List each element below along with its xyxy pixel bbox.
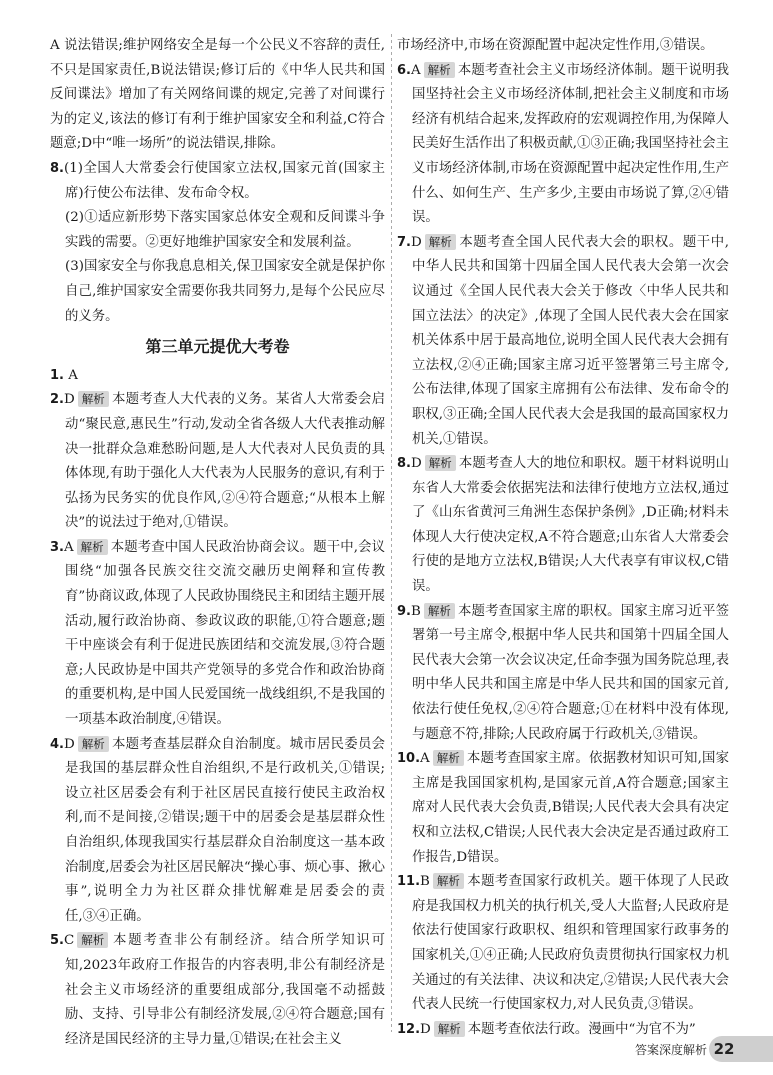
analysis-tag: 解析 [425,234,456,250]
answer-item-12: 12.D 解析 本题考查依法行政。漫画中“为官不为” [397,1021,696,1037]
analysis-tag: 解析 [77,932,108,948]
answer-item-10: 10.A 解析 本题考查国家主席。依据教材知识可知,国家主席是我国国家机构,是国家元首,A符合题意;国家主席对人民代表大会负责,B错误;人民代表大会具有决定权和立法权,C错误;人民代表大会决定是否通过政府工作报告,D错误。 [397,751,729,865]
answer-item-4: 4.D 解析 本题考查基层群众自治制度。城市居民委员会是我国的基层群众性自治组织,不是行政机关,①错误;设立社区居委会有利于社区居民直接行使民主政治权利,而不是间接,②错误;题干中的居委会是基层群众性自治组织,体现我国实行基层群众自治制度这一基本政治制度,居委会为社区居民解决“操心事、烦心事、揪心事”,说明全力为社区群众排忧解难是居委会的责任,③④正确。 [50,736,385,924]
answer-item-8-exam: 8.D 解析 本题考查人大的地位和职权。题干材料说明山东省人大常委会依据宪法和法律行使地方立法权,通过了《山东省黄河三角洲生态保护条例》,D正确;材料未体现人大行使决定权,A不符合题意;山东省人大常委会行使的是地方立法权,B错误;人大代表享有审议权,C错误。 [397,456,729,595]
column-divider [391,34,392,1032]
answer-continuation: 市场经济中,市场在资源配置中起决定性作用,③错误。 [397,38,714,53]
analysis-tag: 解析 [78,391,109,407]
answer-item-8: 8.(1)全国人大常委会行使国家立法权,国家元首(国家主席)行使公布法律、发布命令权。 [50,160,385,201]
answer-item-11: 11.B 解析 本题考查国家行政机关。题干体现了人民政府是我国权力机关的执行机关,受人大监督;人民政府是依法行使国家行政职权、组织和管理国家行政事务的国家机关,①④正确;人民政府负责贯彻执行国家权力机关通过的有关法律、决议和决定,②错误;人民代表大会代表人民统一行使国家权力,对人民负责,③错误。 [397,874,729,1013]
analysis-tag: 解析 [424,62,455,78]
analysis-tag: 解析 [433,873,464,889]
left-column [50,34,385,1052]
analysis-tag: 解析 [424,603,455,619]
section-heading: 第三单元提优大考卷 [145,337,290,357]
answer-item-8-part-2: (2)①适应新形势下落实国家总体安全观和反间谍斗争实践的需要。②更好地维护国家安全和发展利益。 [65,210,385,250]
analysis-tag: 解析 [433,750,464,766]
answer-item-7: 7.D 解析 本题考查全国人民代表大会的职权。题干中,中华人民共和国第十四届全国人民代表大会第一次会议通过《全国人民代表大会关于修改〈中华人民共和国立法法〉的决定》,体现了全国人民代表大会在国家机关体系中居于最高地位,说明全国人民代表大会拥有立法权,②④正确;国家主席习近平签署第三号主席令,公布法律,体现了国家主席拥有公布法律、发布命令的职权,③正确;全国人民代表大会是我国的最高国家权力机关,①错误。 [397,234,729,447]
page-number: 22 [709,1036,739,1062]
answer-continuation: A 说法错误;维护网络安全是每一个公民义不容辞的责任,不只是国家责任,B说法错误;修订后的《中华人民共和国反间谍法》增加了有关网络间谍的规定,完善了对间谍行为的定义,该法的修订有利于维护国家安全和利益,C符合题意;D中“唯一场所”的说法错误,排除。 [50,38,385,152]
right-column [397,34,729,1042]
answer-item-3: 3.A 解析 本题考查中国人民政治协商会议。题干中,会议围绕“加强各民族交往交流交融历史阐释和宣传教育”协商议政,体现了人民政协围绕民主和团结主题开展活动,履行政治协商、参政议政的职能,①符合题意;题干中座谈会有利于促进民族团结和交流发展,③符合题意;人民政协是中国共产党领导的多党合作和政治协商的重要机构,是中国人民爱国统一战线组织,不是我国的一项基本政治制度,④错误。 [50,539,385,728]
answer-item-6: 6.A 解析 本题考查社会主义市场经济体制。题干说明我国坚持社会主义市场经济体制,把社会主义制度和市场经济有机结合起来,发挥政府的宏观调控作用,为保障人民美好生活作出了积极贡献,①③正确;我国坚持社会主义市场经济体制,市场在资源配置中起决定性作用,生产什么、如何生产、生产多少,主要由市场说了算,②④错误。 [397,62,729,226]
analysis-tag: 解析 [425,455,456,471]
answer-item-5: 5.C 解析 本题考查非公有制经济。结合所学知识可知,2023年政府工作报告的内容表明,非公有制经济是社会主义市场经济的重要组成部分,我国毫不动摇鼓励、支持、引导非公有制经济发展,②④符合题意;国有经济是国民经济的主导力量,①错误;在社会主义 [50,933,385,1047]
analysis-tag: 解析 [77,539,108,555]
answer-item-8-part-3: (3)国家安全与你我息息相关,保卫国家安全就是保护你自己,维护国家安全需要你我共同努力,是每个公民应尽的义务。 [65,259,385,324]
footer-bar [739,1036,773,1062]
footer-label: 答案深度解析 [634,1043,707,1057]
analysis-tag: 解析 [78,736,109,752]
analysis-tag: 解析 [434,1021,465,1037]
answer-item-2: 2.D 解析 本题考查人大代表的义务。某省人大常委会启动“聚民意,惠民生”行动,发动全省各级人大代表推动解决一批群众急难愁盼问题,是人大代表对人民负责的具体体现,有助于强化人大代表为人民服务的意识,有利于弘扬为民务实的优良作风,②④符合题意;“从根本上解决”的说法过于绝对,①错误。 [50,392,385,531]
answer-item-9: 9.B 解析 本题考查国家主席的职权。国家主席习近平签署第一号主席令,根据中华人民共和国第十四届全国人民代表大会第一次会议决定,任命李强为国务院总理,表明中华人民共和国主席是中华人民共和国的国家元首,依法行使任免权,②④符合题意;①在材料中没有体现,与题意不符,排除;人民政府属于行政机关,③错误。 [397,603,729,742]
answer-item-1: 1. A [50,367,78,383]
